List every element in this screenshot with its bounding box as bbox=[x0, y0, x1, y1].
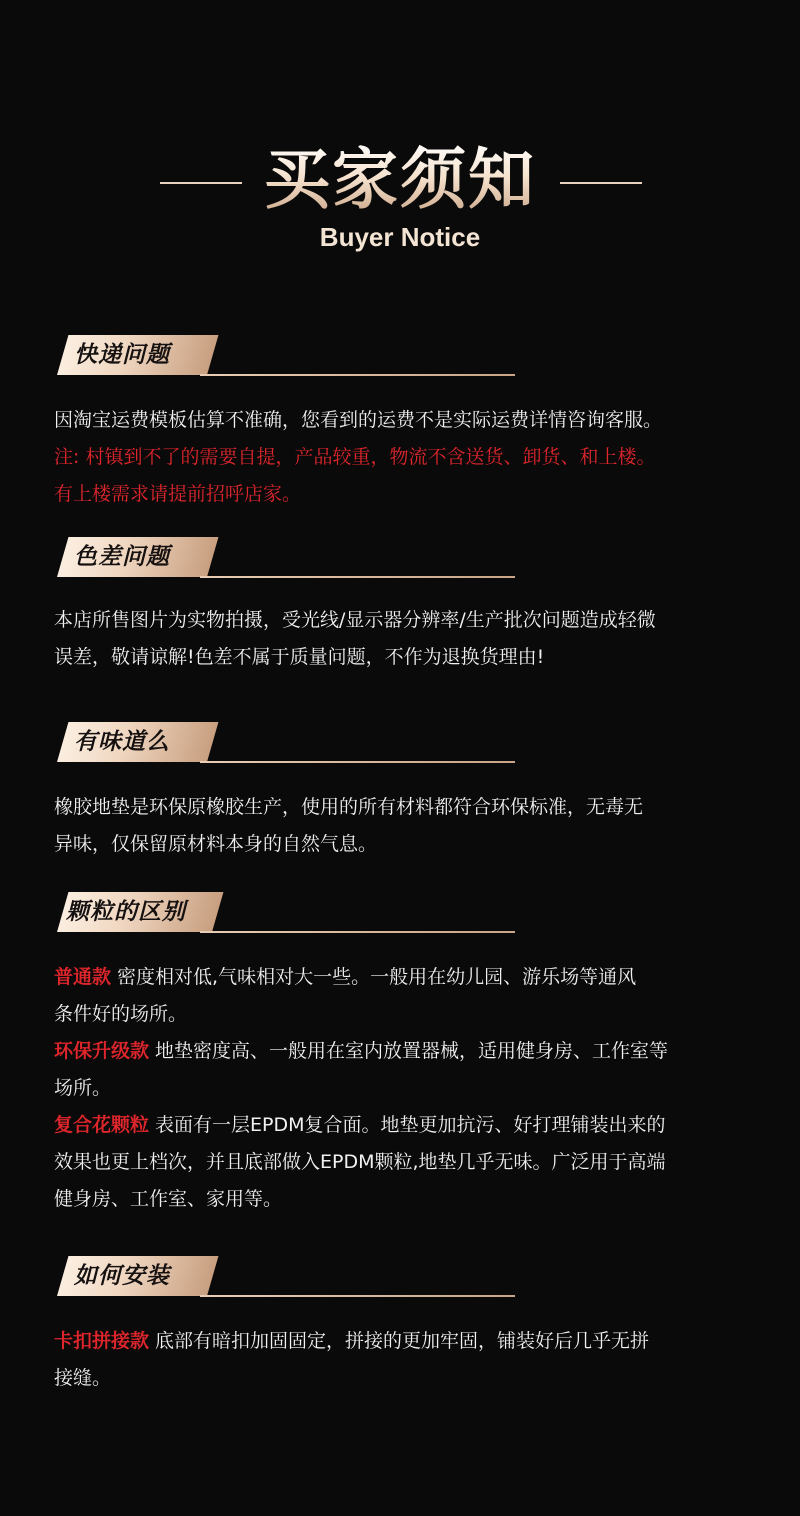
page-subtitle: Buyer Notice bbox=[319, 222, 481, 252]
item-text: 接缝。 bbox=[54, 1367, 112, 1389]
list-item bbox=[54, 959, 766, 996]
notice-line: 注: 村镇到不了的需要自提，产品较重，物流不含送货、卸货、和上楼。 bbox=[54, 446, 656, 468]
section-granule-types bbox=[0, 892, 800, 1210]
section-heading bbox=[0, 1256, 800, 1302]
body-line: 本店所售图片为实物拍摄，受光线/显示器分辨率/生产批次问题造成轻微 bbox=[54, 609, 656, 631]
section-title: 如何安装 bbox=[74, 1263, 170, 1289]
section-heading bbox=[0, 537, 800, 583]
section-body bbox=[54, 959, 766, 1218]
item-label: 复合花颗粒 bbox=[54, 1114, 150, 1136]
item-text: 健身房、工作室、家用等。 bbox=[54, 1188, 283, 1210]
item-text: 表面有一层EPDM复合面。地垫更加抗污、好打理铺装出来的 bbox=[149, 1114, 666, 1136]
item-text: 场所。 bbox=[54, 1077, 112, 1099]
body-line: 因淘宝运费模板估算不准确，您看到的运费不是实际运费详情咨询客服。 bbox=[54, 409, 663, 431]
section-divider bbox=[200, 1295, 515, 1297]
section-heading bbox=[0, 335, 800, 381]
page-header bbox=[0, 130, 800, 270]
body-line: 异味，仅保留原材料本身的自然气息。 bbox=[54, 833, 378, 855]
item-text: 底部有暗扣加固固定，拼接的更加牢固，铺装好后几乎无拼 bbox=[149, 1330, 650, 1352]
section-title: 快递问题 bbox=[74, 342, 170, 368]
title-decor-line-right bbox=[560, 182, 642, 184]
section-title: 色差问题 bbox=[74, 544, 170, 570]
section-installation bbox=[0, 1256, 800, 1389]
page-title: 买家须知 bbox=[0, 140, 800, 220]
item-text: 效果也更上档次，并且底部做入EPDM颗粒,地垫几乎无味。广泛用于高端 bbox=[54, 1151, 666, 1173]
section-body bbox=[54, 789, 766, 863]
section-title: 颗粒的区别 bbox=[66, 899, 186, 925]
list-item bbox=[54, 1323, 766, 1360]
section-divider bbox=[200, 931, 515, 933]
section-divider bbox=[200, 576, 515, 578]
item-label: 普通款 bbox=[54, 966, 112, 988]
section-body bbox=[54, 1323, 766, 1397]
section-title: 有味道么 bbox=[74, 729, 170, 755]
item-label: 环保升级款 bbox=[54, 1040, 150, 1062]
item-label: 卡扣拼接款 bbox=[54, 1330, 150, 1352]
section-heading bbox=[0, 892, 800, 938]
section-divider bbox=[200, 374, 515, 376]
item-text: 条件好的场所。 bbox=[54, 1003, 188, 1025]
section-body bbox=[54, 402, 766, 513]
section-shipping bbox=[0, 335, 800, 505]
body-line: 橡胶地垫是环保原橡胶生产，使用的所有材料都符合环保标准，无毒无 bbox=[54, 796, 644, 818]
body-line: 误差，敬请谅解!色差不属于质量问题，不作为退换货理由! bbox=[54, 646, 545, 668]
list-item bbox=[54, 1033, 766, 1070]
item-text: 地垫密度高、一般用在室内放置器械，适用健身房、工作室等 bbox=[149, 1040, 669, 1062]
list-item bbox=[54, 1107, 766, 1144]
section-odor bbox=[0, 722, 800, 855]
section-heading bbox=[0, 722, 800, 768]
item-text: 密度相对低,气味相对大一些。一般用在幼儿园、游乐场等通风 bbox=[111, 966, 637, 988]
section-color-difference bbox=[0, 537, 800, 668]
notice-line: 有上楼需求请提前招呼店家。 bbox=[54, 483, 302, 505]
section-divider bbox=[200, 761, 515, 763]
section-body bbox=[54, 602, 766, 676]
